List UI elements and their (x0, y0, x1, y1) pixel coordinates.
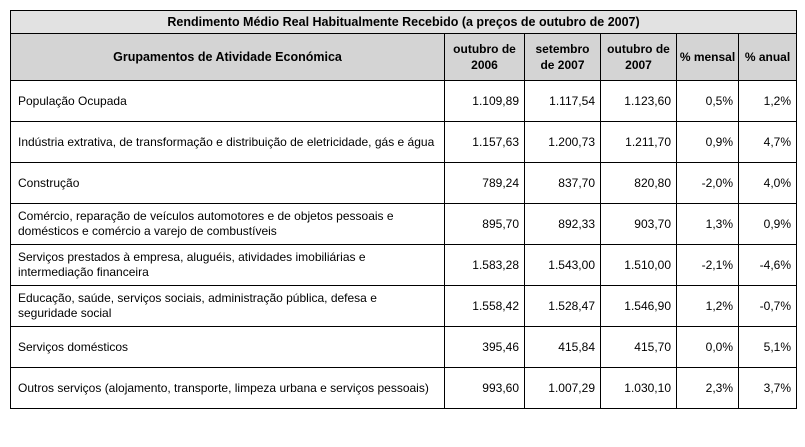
header-oct-2006: outubro de 2006 (445, 34, 525, 81)
row-label: Comércio, reparação de veículos automotores e de objetos pessoais e domésticos e comércio a varejo de combustíveis (11, 204, 445, 245)
row-label: Construção (11, 163, 445, 204)
cell-sep-2007: 892,33 (525, 204, 601, 245)
cell-oct-2007: 1.211,70 (601, 122, 677, 163)
cell-oct-2007: 1.510,00 (601, 245, 677, 286)
cell-pct-annual: 1,2% (739, 81, 797, 122)
table-row (11, 286, 797, 327)
cell-oct-2006: 789,24 (445, 163, 525, 204)
row-label: Indústria extrativa, de transformação e distribuição de eletricidade, gás e água (11, 122, 445, 163)
cell-pct-monthly: 0,5% (677, 81, 739, 122)
cell-pct-monthly: 0,0% (677, 327, 739, 368)
row-label: Educação, saúde, serviços sociais, administração pública, defesa e seguridade social (11, 286, 445, 327)
table-row (11, 81, 797, 122)
table-row (11, 327, 797, 368)
cell-oct-2007: 1.030,10 (601, 368, 677, 409)
table-row (11, 204, 797, 245)
table-title: Rendimento Médio Real Habitualmente Recebido (a preços de outubro de 2007) (11, 11, 797, 34)
header-sep-2007: setembro de 2007 (525, 34, 601, 81)
cell-pct-annual: 4,0% (739, 163, 797, 204)
cell-sep-2007: 837,70 (525, 163, 601, 204)
cell-pct-annual: 0,9% (739, 204, 797, 245)
cell-pct-monthly: 1,3% (677, 204, 739, 245)
table-row (11, 122, 797, 163)
row-label: População Ocupada (11, 81, 445, 122)
cell-oct-2006: 895,70 (445, 204, 525, 245)
cell-pct-annual: 4,7% (739, 122, 797, 163)
cell-oct-2006: 993,60 (445, 368, 525, 409)
cell-pct-annual: -0,7% (739, 286, 797, 327)
cell-sep-2007: 1.200,73 (525, 122, 601, 163)
cell-sep-2007: 1.007,29 (525, 368, 601, 409)
cell-oct-2007: 415,70 (601, 327, 677, 368)
table-row (11, 163, 797, 204)
cell-pct-monthly: -2,0% (677, 163, 739, 204)
cell-oct-2006: 1.558,42 (445, 286, 525, 327)
row-label: Outros serviços (alojamento, transporte, limpeza urbana e serviços pessoais) (11, 368, 445, 409)
cell-pct-annual: -4,6% (739, 245, 797, 286)
cell-oct-2007: 1.546,90 (601, 286, 677, 327)
cell-pct-annual: 3,7% (739, 368, 797, 409)
table-row (11, 368, 797, 409)
cell-pct-monthly: -2,1% (677, 245, 739, 286)
table-row (11, 245, 797, 286)
cell-pct-annual: 5,1% (739, 327, 797, 368)
header-pct-annual: % anual (739, 34, 797, 81)
cell-sep-2007: 415,84 (525, 327, 601, 368)
header-pct-monthly: % mensal (677, 34, 739, 81)
cell-pct-monthly: 0,9% (677, 122, 739, 163)
cell-oct-2006: 395,46 (445, 327, 525, 368)
cell-oct-2006: 1.583,28 (445, 245, 525, 286)
cell-sep-2007: 1.528,47 (525, 286, 601, 327)
cell-oct-2006: 1.157,63 (445, 122, 525, 163)
cell-oct-2006: 1.109,89 (445, 81, 525, 122)
cell-pct-monthly: 2,3% (677, 368, 739, 409)
header-oct-2007: outubro de 2007 (601, 34, 677, 81)
header-group: Grupamentos de Atividade Económica (11, 34, 445, 81)
cell-oct-2007: 820,80 (601, 163, 677, 204)
row-label: Serviços prestados à empresa, aluguéis, atividades imobiliárias e intermediação financeira (11, 245, 445, 286)
income-table (10, 10, 797, 409)
row-label: Serviços domésticos (11, 327, 445, 368)
cell-sep-2007: 1.543,00 (525, 245, 601, 286)
cell-oct-2007: 1.123,60 (601, 81, 677, 122)
cell-sep-2007: 1.117,54 (525, 81, 601, 122)
cell-pct-monthly: 1,2% (677, 286, 739, 327)
cell-oct-2007: 903,70 (601, 204, 677, 245)
